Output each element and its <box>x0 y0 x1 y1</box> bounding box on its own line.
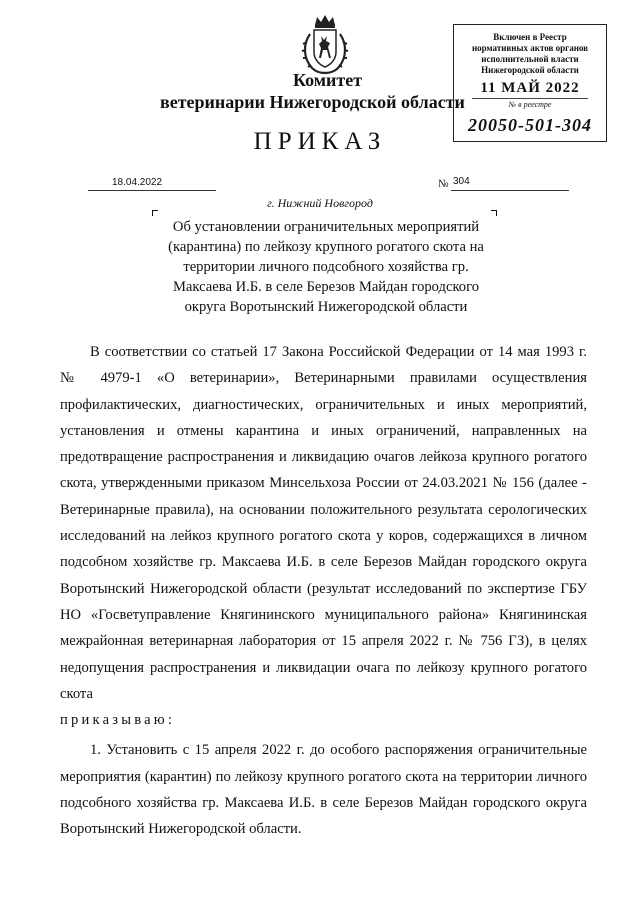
stamp-line3: исполнительной власти <box>481 54 579 64</box>
order-number: 304 <box>453 176 470 187</box>
stamp-line1: Включен в Реестр <box>493 32 567 42</box>
document-type-heading: ПРИКАЗ <box>253 128 387 155</box>
order-title: Об установлении ограничительных мероприятий (карантина) по лейкозу крупного рогатого скота на территории личного подсобного хозяйства гр. Максаева И.Б. в селе Березов Майдан городского округа Воротынский Нижегородской области <box>168 219 484 315</box>
stamp-registry-number: 20050-501-304 <box>468 115 592 135</box>
order-item-1: 1. Установить с 15 апреля 2022 г. до особого распоряжения ограничительные мероприятия (карантин) по лейкозу крупного рогатого скота на территории личного подсобного хозяйства гр. Максаева И.Б. в селе Березов Майдан городского округа Воротынский Нижегородской области. <box>60 742 587 838</box>
number-underline <box>451 190 569 191</box>
coat-of-arms-emblem <box>298 12 352 76</box>
city: г. Нижний Новгород <box>267 196 373 210</box>
title-bracket-right <box>491 210 497 216</box>
date-underline <box>88 190 216 191</box>
title-bracket-left <box>152 210 158 216</box>
organization-name-line2: ветеринарии Нижегородской области <box>160 92 465 112</box>
stamp-line4: Нижегородской области <box>481 65 579 75</box>
stamp-date: 11 МАЙ 2022 <box>480 80 580 96</box>
preamble-paragraph: В соответствии со статьей 17 Закона Российской Федерации от 14 мая 1993 г. № 4979-1 «О ветеринарии», Ветеринарными правилами осуществления профилактических, диагностических, ограничительных и иных мероприятий, установления и отмены карантина и иных ограничений, направленных на предотвращение распространения и ликвидацию очагов лейкоза крупного рогатого скота, утвержденными приказом Минсельхоза России от 24.03.2021 № 156 (далее - Ветеринарные правила), на основании положительного результата серологических исследований на лейкоз крупного рогатого скота у коров, содержащихся в личном подсобном хозяйстве гр. Максаева И.Б. в селе Березов Майдан городского округа Воротынский Нижегородской области (результат исследований по экспертизе ГБУ НО «Госветуправление Княгининского муниципального района» Княгининская межрайонная ветеринарная лаборатория от 15 апреля 2022 г. № 756 ГЗ), в целях недопущения распространения и ликвидации очага по лейкозу крупного рогатого скота <box>60 344 587 702</box>
stamp-line2: нормативных актов органов <box>471 43 589 53</box>
stamp-registry-label: № в реестре <box>472 98 588 109</box>
order-keyword: приказываю: <box>60 712 176 729</box>
organization-name-line1: Комитет <box>292 70 363 90</box>
order-number-label: № <box>438 178 449 190</box>
registry-stamp <box>453 24 607 142</box>
order-body <box>60 339 587 843</box>
order-date: 18.04.2022 <box>112 177 163 188</box>
